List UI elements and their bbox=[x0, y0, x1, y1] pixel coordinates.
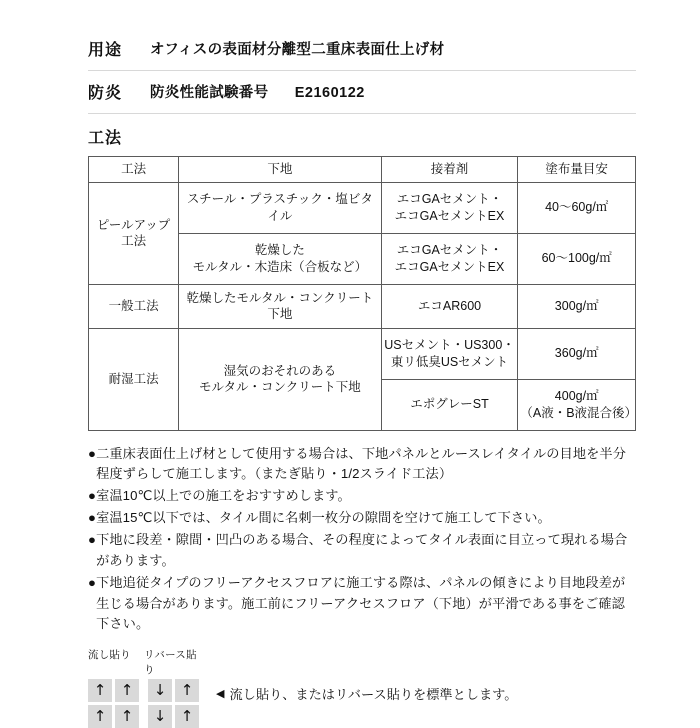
substrate-2-line1: 乾燥した bbox=[254, 243, 305, 257]
cell-adhesive-1 bbox=[381, 182, 518, 233]
caption-reverse: リバース貼り bbox=[144, 649, 197, 677]
note-bullet-icon: ● bbox=[88, 531, 97, 547]
note-4-line1: 下地に段差・隙間・凹凸のある場合、その程度によってタイル表面に目立って現れ bbox=[96, 531, 588, 547]
arrow-grid-monolithic bbox=[88, 679, 139, 728]
usage-label: 用途 bbox=[88, 42, 123, 59]
coverage-5-line1: 400g/㎡ bbox=[554, 389, 599, 403]
cell-substrate-2 bbox=[179, 233, 381, 284]
note-bullet-icon: ● bbox=[88, 574, 97, 590]
cell-coverage-5 bbox=[518, 379, 636, 430]
arrow-down-icon: ↓ bbox=[148, 679, 172, 702]
table-row bbox=[89, 182, 636, 233]
note-item bbox=[88, 486, 636, 507]
table-row bbox=[89, 328, 636, 379]
note-text bbox=[96, 530, 636, 572]
arrow-down-icon: ↓ bbox=[148, 705, 172, 728]
note-item bbox=[88, 444, 636, 486]
note-item bbox=[88, 573, 636, 636]
arrow-up-icon: ↑ bbox=[175, 679, 199, 702]
note-bullet-icon: ● bbox=[88, 488, 97, 504]
arrow-up-icon: ↑ bbox=[115, 705, 139, 728]
note-bullet-icon: ● bbox=[88, 510, 97, 526]
arrow-up-icon: ↑ bbox=[88, 679, 112, 702]
cell-coverage-2: 60〜100g/㎡ bbox=[518, 233, 636, 284]
cell-substrate-3: 乾燥したモルタル・コンクリート下地 bbox=[179, 284, 381, 328]
cell-coverage-1: 40〜60g/㎡ bbox=[518, 182, 636, 233]
adhesive-4-line2: 東リ低臭USセメント bbox=[390, 354, 509, 369]
legend-diagrams bbox=[88, 647, 208, 728]
header-row-flameproof bbox=[88, 71, 636, 114]
cell-coverage-3: 300g/㎡ bbox=[518, 284, 636, 328]
usage-value bbox=[150, 38, 444, 59]
note-text: 室温15℃以下では、タイル間に名刺一枚分の隙間を空けて施工して下さい。 bbox=[96, 510, 551, 526]
column-header-adhesive: 接着剤 bbox=[381, 157, 518, 183]
adhesive-2-line1: エコGAセメント・ bbox=[396, 243, 503, 257]
note-5-line3: 事をご確認下さい。 bbox=[96, 595, 625, 632]
cell-method-moisture: 耐湿工法 bbox=[89, 328, 179, 430]
substrate-4-line1: 湿気のおそれのある bbox=[223, 363, 337, 378]
note-item bbox=[88, 530, 636, 572]
method-peelup-line1: ピールアップ bbox=[96, 217, 171, 232]
adhesive-2-line2: エコGAセメントEX bbox=[394, 259, 505, 274]
note-text: 室温10℃以上での施工をおすすめします。 bbox=[96, 488, 351, 504]
note-bullet-icon: ● bbox=[88, 445, 97, 461]
note-1-line1: 二重床表面仕上げ材として使用する場合は、下地パネルとルースレイタイルの目地 bbox=[96, 445, 587, 461]
legend-description bbox=[216, 672, 517, 703]
note-text bbox=[96, 444, 636, 486]
cell-adhesive-5: エポグレーST bbox=[381, 379, 518, 430]
legend-captions bbox=[88, 647, 208, 677]
flameproof-label: 防炎 bbox=[88, 85, 123, 102]
table-header-row bbox=[89, 157, 636, 183]
table-row bbox=[89, 284, 636, 328]
method-peelup-line2: 工法 bbox=[121, 234, 147, 248]
coverage-5-line2: （A液・B液混合後） bbox=[520, 405, 638, 420]
note-5-line2: 段差が生じる場合があります。施工前にフリーアクセスフロア（下地）が平滑である bbox=[96, 574, 626, 611]
caption-monolithic: 流し貼り bbox=[88, 649, 131, 662]
legend-description-text: 流し貼り、またはリバース貼りを標準とします。 bbox=[229, 687, 518, 703]
laying-pattern-legend bbox=[88, 647, 636, 728]
substrate-4-line2: モルタル・コンクリート下地 bbox=[199, 380, 361, 394]
adhesive-1-line2: エコGAセメントEX bbox=[394, 208, 505, 223]
section-title-method: 工法 bbox=[88, 130, 123, 147]
note-1-line2: を半分程度ずらして施工します。（またぎ貼り・1/2スライド工法） bbox=[96, 445, 627, 482]
column-header-method: 工法 bbox=[89, 157, 179, 183]
adhesive-1-line1: エコGAセメント・ bbox=[396, 192, 503, 206]
arrow-up-icon: ↑ bbox=[175, 705, 199, 728]
note-5-line1: 下地追従タイプのフリーアクセスフロアに施工する際は、パネルの傾きにより目地 bbox=[96, 574, 586, 590]
construction-method-table bbox=[88, 156, 636, 431]
flameproof-value bbox=[150, 81, 365, 102]
cell-coverage-4: 360g/㎡ bbox=[518, 328, 636, 379]
cell-method-general: 一般工法 bbox=[89, 284, 179, 328]
arrow-groups bbox=[88, 679, 208, 728]
cell-adhesive-4 bbox=[381, 328, 518, 379]
substrate-2-line2: モルタル・木造床（合板など） bbox=[192, 259, 368, 274]
note-item bbox=[88, 508, 636, 529]
note-4-line2: る場合があります。 bbox=[96, 531, 628, 568]
arrow-up-icon: ↑ bbox=[115, 679, 139, 702]
header-row-usage bbox=[88, 28, 636, 71]
note-text bbox=[96, 573, 636, 636]
cell-substrate-1: スチール・プラスチック・塩ビタイル bbox=[179, 182, 381, 233]
arrow-grid-reverse bbox=[148, 679, 199, 728]
adhesive-4-line1: USセメント・US300・ bbox=[384, 338, 515, 352]
cell-method-peelup bbox=[89, 182, 179, 284]
arrow-up-icon: ↑ bbox=[88, 705, 112, 728]
flameproof-test-label: 防炎性能試験番号 bbox=[150, 85, 269, 101]
triangle-left-icon: ◀ bbox=[216, 688, 225, 701]
cell-adhesive-2 bbox=[381, 233, 518, 284]
column-header-substrate: 下地 bbox=[179, 157, 381, 183]
cell-adhesive-3: エコAR600 bbox=[381, 284, 518, 328]
flameproof-test-number: E2160122 bbox=[294, 85, 365, 101]
notes-list bbox=[88, 444, 636, 636]
column-header-coverage: 塗布量目安 bbox=[518, 157, 636, 183]
cell-substrate-4 bbox=[179, 328, 381, 430]
usage-value-text: オフィスの表面材分離型二重床表面仕上げ材 bbox=[150, 42, 445, 58]
